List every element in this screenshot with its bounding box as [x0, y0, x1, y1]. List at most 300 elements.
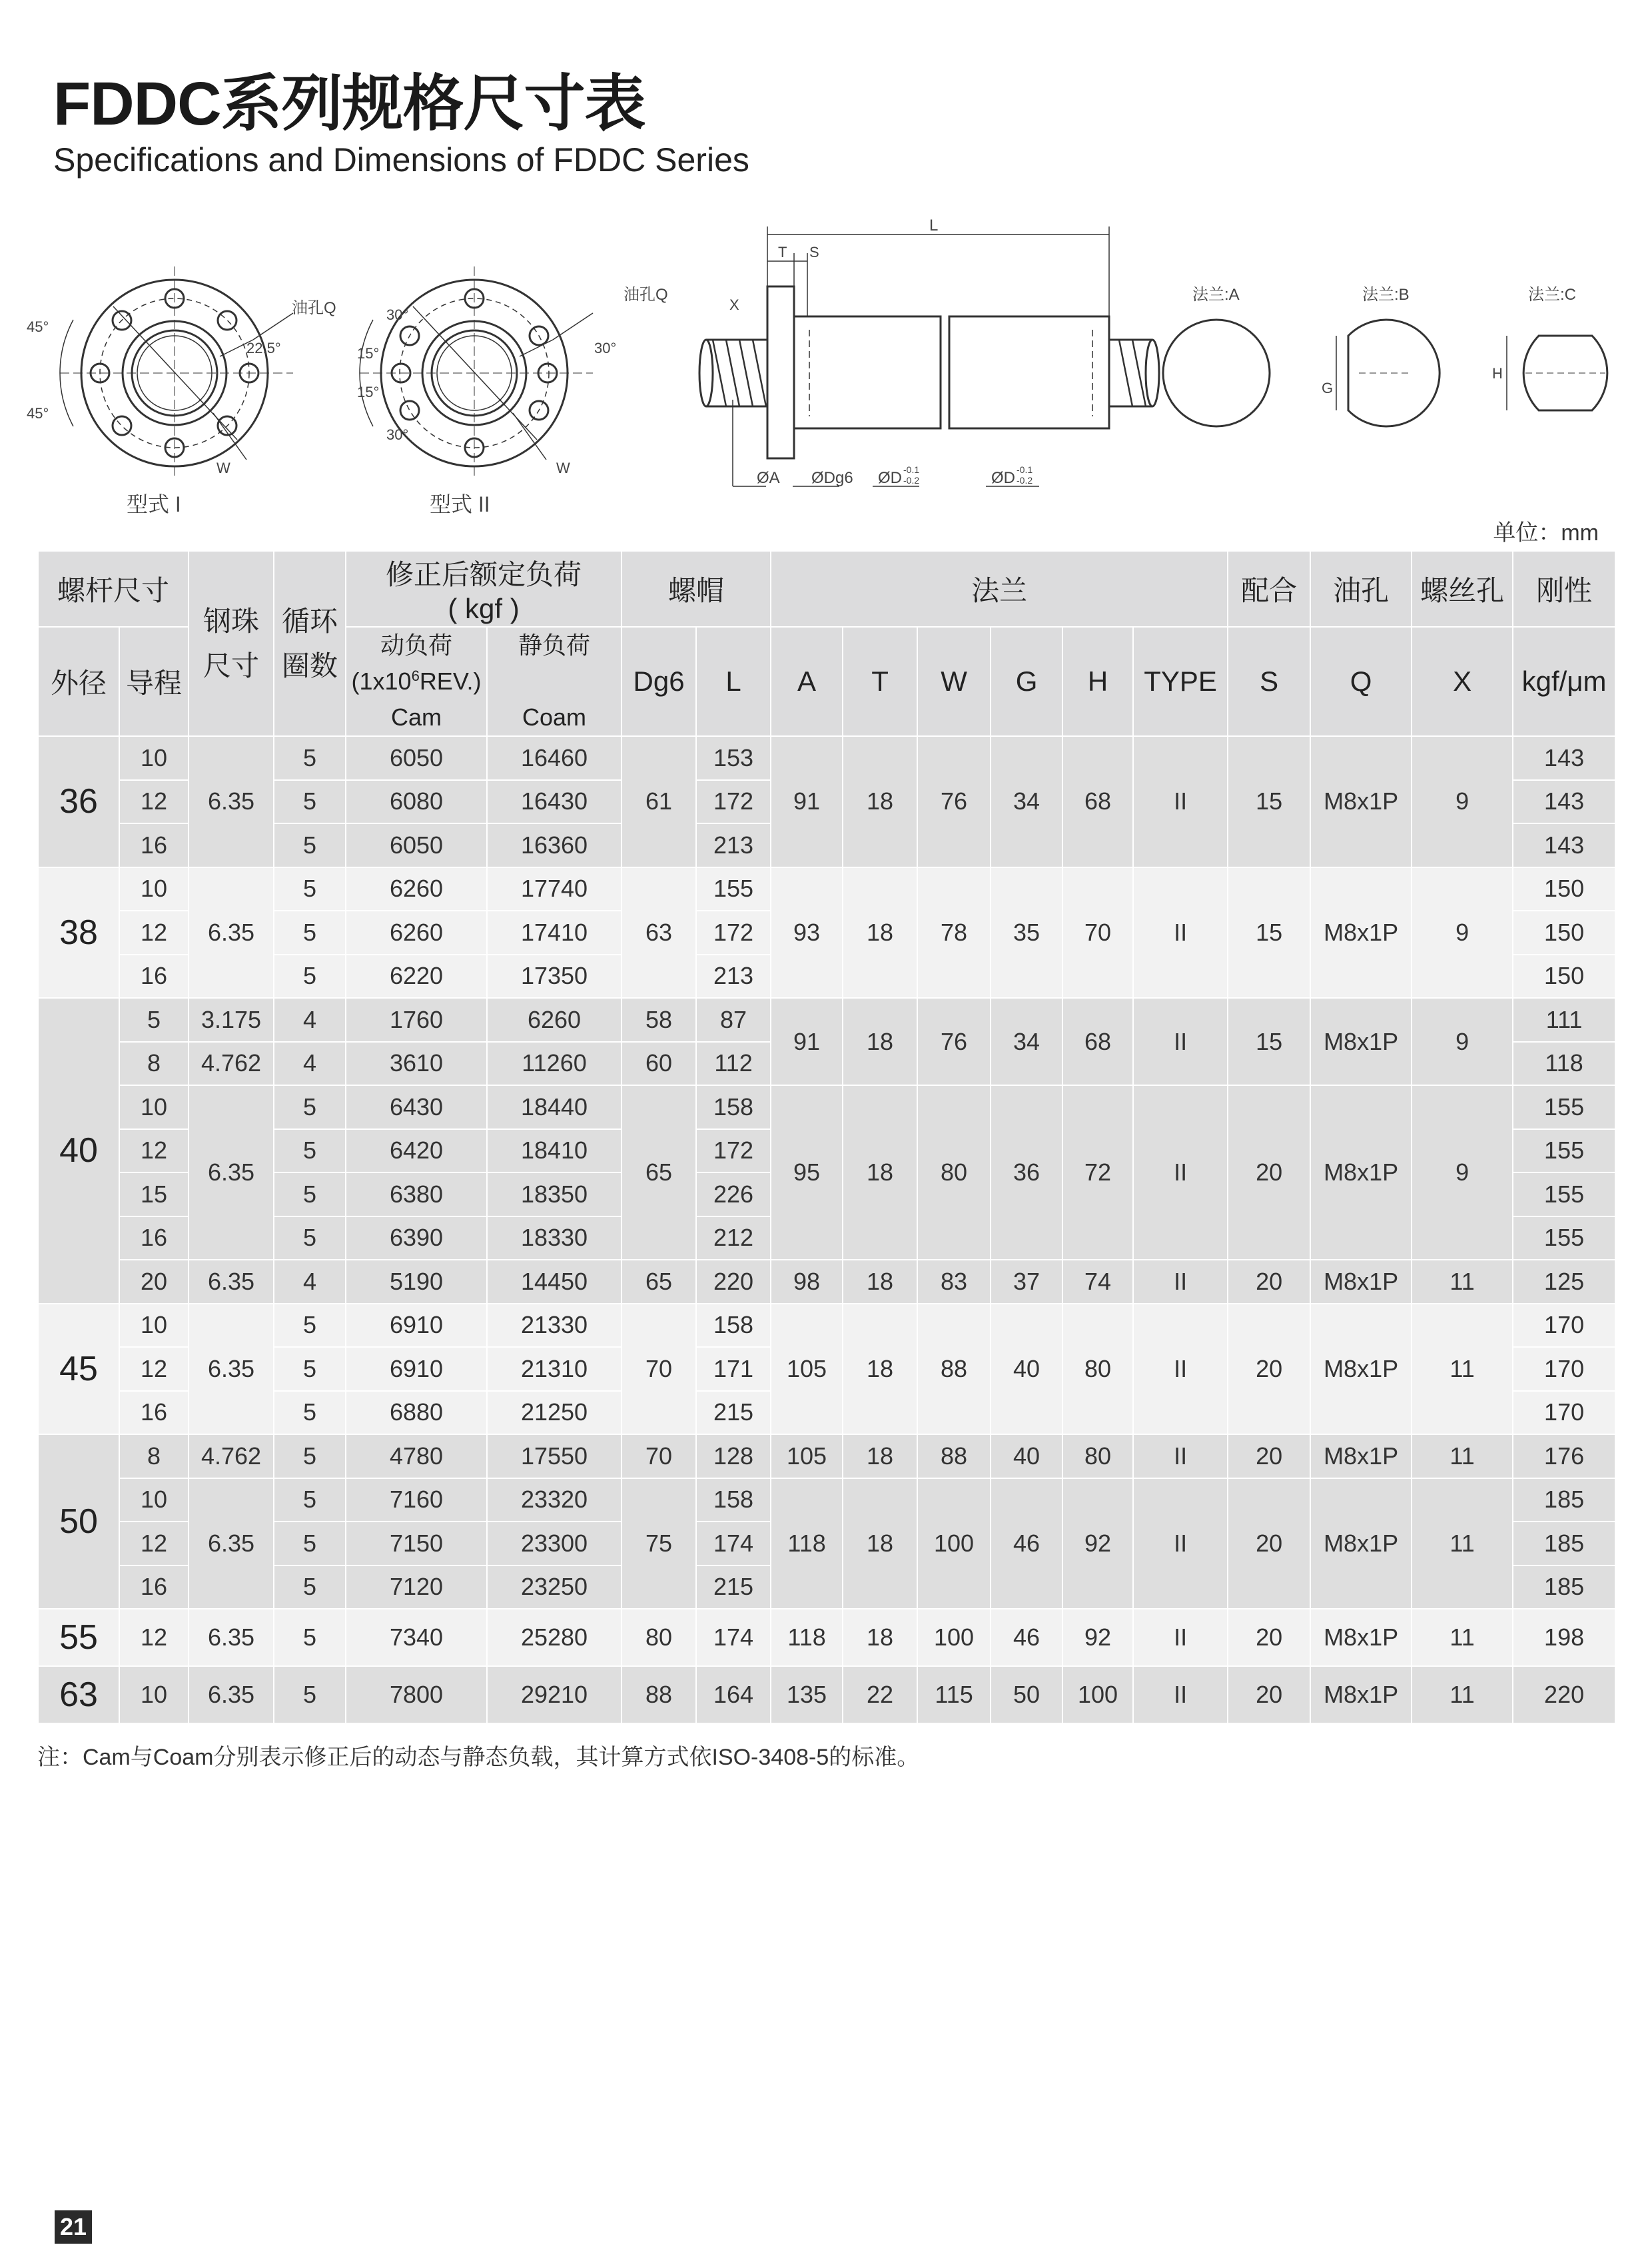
cell-rigidity: 170: [1513, 1347, 1615, 1391]
cell-turns: 5: [274, 955, 346, 999]
cell-l: 226: [696, 1172, 771, 1216]
cell-coam: 18410: [487, 1129, 621, 1173]
header-oil: 油孔: [1310, 551, 1412, 627]
group-63: [38, 1666, 1615, 1723]
cell-ball: 6.35: [189, 1666, 274, 1723]
cell-l: 158: [696, 1304, 771, 1348]
cell-l: 172: [696, 780, 771, 824]
cell-l: 215: [696, 1566, 771, 1609]
cell-t: 18: [843, 1085, 917, 1260]
dim-D2-tol-top: -0.1: [1017, 464, 1033, 475]
cell-turns: 5: [274, 823, 346, 867]
header-stat: 静负荷 Coam: [487, 627, 621, 736]
cell-cam: 6050: [346, 736, 487, 780]
header-screw-hole: 螺丝孔: [1412, 551, 1513, 627]
cell-h: 80: [1062, 1304, 1133, 1435]
cell-x: 9: [1412, 1085, 1513, 1260]
cell-g: 40: [991, 1304, 1062, 1435]
dim-D1-tol-bottom: -0.2: [903, 475, 920, 486]
cell-coam: 21310: [487, 1347, 621, 1391]
cell-turns: 5: [274, 1666, 346, 1723]
cell-lead: 12: [119, 1522, 189, 1566]
cell-ball: 4.762: [189, 1042, 274, 1086]
cell-lead: 10: [119, 1478, 189, 1522]
dim-D1-label: ØD: [878, 469, 902, 487]
cell-ball: 6.35: [189, 736, 274, 867]
flange-H-label: H: [1492, 365, 1503, 382]
cell-ball: 6.35: [189, 1609, 274, 1666]
header-g: G: [991, 627, 1062, 736]
cell-g: 46: [991, 1609, 1062, 1666]
cell-lead: 12: [119, 1609, 189, 1666]
cell-cam: 6420: [346, 1129, 487, 1173]
cell-lead: 10: [119, 736, 189, 780]
header-lead: 导程: [119, 627, 189, 736]
cell-x: 11: [1412, 1304, 1513, 1435]
cell-lead: 16: [119, 1566, 189, 1609]
cell-type: II: [1133, 867, 1228, 999]
cell-dg6: 61: [621, 736, 696, 867]
cell-coam: 17350: [487, 955, 621, 999]
cell-rigidity: 143: [1513, 823, 1615, 867]
header-ball: 钢珠尺寸: [189, 551, 274, 736]
cell-l: 158: [696, 1478, 771, 1522]
cell-type: II: [1133, 1666, 1228, 1723]
header-load: 修正后额定负荷 ( kgf ): [346, 551, 621, 627]
cell-q: M8x1P: [1310, 1478, 1412, 1609]
cell-coam: 18440: [487, 1085, 621, 1129]
type1-oil-hole-label: 油孔Q: [292, 299, 336, 317]
cell-a: 105: [771, 1304, 843, 1435]
cell-lead: 12: [119, 780, 189, 824]
flange-G-label: G: [1322, 380, 1334, 396]
cell-h: 72: [1062, 1085, 1133, 1260]
cell-w: 83: [917, 1260, 991, 1304]
cell-g: 50: [991, 1666, 1062, 1723]
cell-turns: 5: [274, 1609, 346, 1666]
table-row: [38, 1304, 1615, 1348]
cell-t: 22: [843, 1666, 917, 1723]
header-nut: 螺帽: [621, 551, 771, 627]
header-l: L: [696, 627, 771, 736]
cell-turns: 5: [274, 1522, 346, 1566]
cell-q: M8x1P: [1310, 736, 1412, 867]
flange-shapes: [1163, 320, 1607, 426]
cell-turns: 5: [274, 780, 346, 824]
header-w: W: [917, 627, 991, 736]
cell-lead: 10: [119, 1085, 189, 1129]
table-row: [38, 1434, 1615, 1478]
table-row: [38, 1666, 1615, 1723]
type1-w-label: W: [216, 460, 230, 476]
cell-l: 172: [696, 911, 771, 955]
cell-q: M8x1P: [1310, 1609, 1412, 1666]
cell-cam: 4780: [346, 1434, 487, 1478]
cell-x: 9: [1412, 998, 1513, 1085]
cell-x: 11: [1412, 1260, 1513, 1304]
cell-od: 40: [38, 998, 119, 1304]
cell-rigidity: 155: [1513, 1172, 1615, 1216]
cell-q: M8x1P: [1310, 1085, 1412, 1260]
cell-q: M8x1P: [1310, 867, 1412, 999]
cell-lead: 12: [119, 1129, 189, 1173]
cell-rigidity: 155: [1513, 1129, 1615, 1173]
cell-cam: 1760: [346, 998, 487, 1042]
cell-rigidity: 185: [1513, 1522, 1615, 1566]
cell-turns: 5: [274, 1478, 346, 1522]
cell-l: 87: [696, 998, 771, 1042]
cell-type: II: [1133, 998, 1228, 1085]
cell-s: 20: [1228, 1434, 1310, 1478]
cell-turns: 5: [274, 1391, 346, 1435]
cell-t: 18: [843, 1478, 917, 1609]
cell-a: 93: [771, 867, 843, 999]
group-38: [38, 867, 1615, 999]
cell-type: II: [1133, 1609, 1228, 1666]
dim-A-label: ØA: [757, 469, 780, 487]
cell-h: 80: [1062, 1434, 1133, 1478]
header-x: X: [1412, 627, 1513, 736]
cell-g: 40: [991, 1434, 1062, 1478]
cell-w: 100: [917, 1478, 991, 1609]
header-rig-unit: kgf/μm: [1513, 627, 1615, 736]
cell-t: 18: [843, 1434, 917, 1478]
page-subtitle: Specifications and Dimensions of FDDC Series: [53, 141, 749, 179]
dim-D1-tol-top: -0.1: [903, 464, 920, 475]
cell-type: II: [1133, 1434, 1228, 1478]
cell-l: 213: [696, 955, 771, 999]
cell-coam: 21330: [487, 1304, 621, 1348]
table-row: [38, 867, 1615, 911]
table-row: [38, 736, 1615, 780]
cell-l: 174: [696, 1522, 771, 1566]
cell-type: II: [1133, 1304, 1228, 1435]
cell-s: 20: [1228, 1304, 1310, 1435]
cell-coam: 18330: [487, 1216, 621, 1260]
cell-dg6: 60: [621, 1042, 696, 1086]
cell-lead: 5: [119, 998, 189, 1042]
dim-Dg6-label: ØDg6: [811, 469, 853, 487]
technical-drawings: [27, 213, 1625, 526]
table-row: [38, 1609, 1615, 1666]
cell-turns: 4: [274, 1042, 346, 1086]
cell-s: 15: [1228, 998, 1310, 1085]
cell-ball: 4.762: [189, 1434, 274, 1478]
footnote: 注：Cam与Coam分别表示修正后的动态与静态负载，其计算方式依ISO-3408-5的标准。: [37, 1745, 920, 1770]
cell-type: II: [1133, 1085, 1228, 1260]
side-L-label: L: [929, 217, 939, 234]
cell-od: 50: [38, 1434, 119, 1609]
header-od: 外径: [38, 627, 119, 736]
cell-lead: 12: [119, 911, 189, 955]
cell-ball: 6.35: [189, 1478, 274, 1609]
cell-rigidity: 150: [1513, 955, 1615, 999]
header-type: TYPE: [1133, 627, 1228, 736]
header-t: T: [843, 627, 917, 736]
cell-rigidity: 185: [1513, 1478, 1615, 1522]
type2-angle-5: 30°: [594, 340, 617, 356]
cell-coam: 16460: [487, 736, 621, 780]
cell-w: 88: [917, 1434, 991, 1478]
cell-lead: 16: [119, 1391, 189, 1435]
header-screw-size: 螺杆尺寸: [38, 551, 189, 627]
cell-dg6: 70: [621, 1434, 696, 1478]
cell-cam: 6080: [346, 780, 487, 824]
cell-l: 174: [696, 1609, 771, 1666]
cell-l: 171: [696, 1347, 771, 1391]
dim-D2-label: ØD: [991, 469, 1015, 487]
cell-cam: 7340: [346, 1609, 487, 1666]
cell-t: 18: [843, 1304, 917, 1435]
cell-lead: 16: [119, 1216, 189, 1260]
cell-l: 212: [696, 1216, 771, 1260]
cell-turns: 5: [274, 1216, 346, 1260]
cell-rigidity: 185: [1513, 1566, 1615, 1609]
type2-angle-4: 30°: [386, 426, 409, 443]
type1-angle-bottom: 45°: [27, 405, 49, 422]
cell-x: 11: [1412, 1478, 1513, 1609]
cell-dg6: 63: [621, 867, 696, 999]
spec-table: [37, 550, 1616, 1724]
cell-turns: 5: [274, 1304, 346, 1348]
cell-ball: 6.35: [189, 1085, 274, 1260]
cell-dg6: 80: [621, 1609, 696, 1666]
cell-cam: 3610: [346, 1042, 487, 1086]
cell-g: 36: [991, 1085, 1062, 1260]
cell-cam: 6910: [346, 1347, 487, 1391]
cell-type: II: [1133, 1260, 1228, 1304]
cell-rigidity: 155: [1513, 1085, 1615, 1129]
type2-label: 型式 II: [430, 492, 490, 516]
cell-dg6: 65: [621, 1085, 696, 1260]
cell-od: 36: [38, 736, 119, 867]
cell-dg6: 75: [621, 1478, 696, 1609]
cell-h: 74: [1062, 1260, 1133, 1304]
cell-l: 220: [696, 1260, 771, 1304]
cell-s: 20: [1228, 1609, 1310, 1666]
cell-w: 115: [917, 1666, 991, 1723]
header-s: S: [1228, 627, 1310, 736]
cell-t: 18: [843, 998, 917, 1085]
cell-h: 92: [1062, 1478, 1133, 1609]
cell-lead: 10: [119, 1304, 189, 1348]
cell-ball: 6.35: [189, 1304, 274, 1435]
cell-l: 213: [696, 823, 771, 867]
cell-lead: 12: [119, 1347, 189, 1391]
cell-cam: 7160: [346, 1478, 487, 1522]
cell-od: 38: [38, 867, 119, 999]
cell-dg6: 70: [621, 1304, 696, 1435]
unit-label: 单位：mm: [1493, 520, 1599, 546]
cell-rigidity: 150: [1513, 911, 1615, 955]
cell-coam: 25280: [487, 1609, 621, 1666]
page-number: 21: [55, 2210, 92, 2244]
table-row: [38, 1478, 1615, 1522]
cell-cam: 6220: [346, 955, 487, 999]
header-dyn: 动负荷 $(1x10^6REV.)$ Cam: [346, 627, 487, 736]
flange-c-label: 法兰:C: [1528, 286, 1576, 304]
cell-lead: 16: [119, 823, 189, 867]
cell-coam: 29210: [487, 1666, 621, 1723]
cell-s: 20: [1228, 1666, 1310, 1723]
cell-a: 98: [771, 1260, 843, 1304]
cell-od: 45: [38, 1304, 119, 1435]
cell-q: M8x1P: [1310, 998, 1412, 1085]
cell-l: 215: [696, 1391, 771, 1435]
cell-cam: 6260: [346, 867, 487, 911]
type2-oil-hole-label: 油孔Q: [623, 286, 668, 304]
cell-a: 95: [771, 1085, 843, 1260]
cell-q: M8x1P: [1310, 1304, 1412, 1435]
cell-w: 100: [917, 1609, 991, 1666]
cell-dg6: 58: [621, 998, 696, 1042]
cell-turns: 5: [274, 911, 346, 955]
cell-coam: 14450: [487, 1260, 621, 1304]
type2-angle-3: 15°: [357, 384, 380, 400]
cell-rigidity: 118: [1513, 1042, 1615, 1086]
header-circuit: 循环圈数: [274, 551, 346, 736]
cell-turns: 5: [274, 736, 346, 780]
cell-s: 20: [1228, 1085, 1310, 1260]
cell-turns: 5: [274, 1085, 346, 1129]
cell-turns: 4: [274, 998, 346, 1042]
cell-rigidity: 125: [1513, 1260, 1615, 1304]
group-36: [38, 736, 1615, 867]
cell-coam: 18350: [487, 1172, 621, 1216]
cell-g: 35: [991, 867, 1062, 999]
table-row: [38, 1260, 1615, 1304]
cell-h: 92: [1062, 1609, 1133, 1666]
cell-t: 18: [843, 1260, 917, 1304]
cell-l: 158: [696, 1085, 771, 1129]
cell-q: M8x1P: [1310, 1434, 1412, 1478]
group-40: [38, 998, 1615, 1304]
cell-w: 76: [917, 998, 991, 1085]
side-view-drawing: [699, 226, 1159, 486]
cell-lead: 16: [119, 955, 189, 999]
cell-cam: 6910: [346, 1304, 487, 1348]
header-a: A: [771, 627, 843, 736]
group-55: [38, 1609, 1615, 1666]
cell-rigidity: 155: [1513, 1216, 1615, 1260]
cell-x: 9: [1412, 867, 1513, 999]
type2-angle-2: 15°: [357, 345, 380, 362]
cell-g: 34: [991, 998, 1062, 1085]
group-50: [38, 1434, 1615, 1609]
flange-b-label: 法兰:B: [1362, 286, 1410, 304]
cell-dg6: 65: [621, 1260, 696, 1304]
type2-w-label: W: [556, 460, 570, 476]
cell-type: II: [1133, 736, 1228, 867]
cell-coam: 6260: [487, 998, 621, 1042]
cell-turns: 5: [274, 1129, 346, 1173]
cell-lead: 15: [119, 1172, 189, 1216]
flange-type2-drawing: [360, 266, 593, 480]
cell-ball: 6.35: [189, 1260, 274, 1304]
type1-angle-top: 45°: [27, 318, 49, 335]
cell-l: 164: [696, 1666, 771, 1723]
cell-coam: 21250: [487, 1391, 621, 1435]
cell-s: 20: [1228, 1478, 1310, 1609]
cell-w: 88: [917, 1304, 991, 1435]
cell-cam: 5190: [346, 1260, 487, 1304]
cell-x: 11: [1412, 1434, 1513, 1478]
cell-rigidity: 220: [1513, 1666, 1615, 1723]
cell-g: 46: [991, 1478, 1062, 1609]
cell-a: 91: [771, 736, 843, 867]
cell-rigidity: 170: [1513, 1304, 1615, 1348]
cell-w: 78: [917, 867, 991, 999]
table-row: [38, 998, 1615, 1042]
cell-turns: 5: [274, 1347, 346, 1391]
cell-cam: 7150: [346, 1522, 487, 1566]
cell-a: 135: [771, 1666, 843, 1723]
cell-coam: 17550: [487, 1434, 621, 1478]
cell-lead: 8: [119, 1042, 189, 1086]
cell-rigidity: 143: [1513, 780, 1615, 824]
cell-rigidity: 170: [1513, 1391, 1615, 1435]
cell-l: 172: [696, 1129, 771, 1173]
cell-x: 11: [1412, 1666, 1513, 1723]
header-h: H: [1062, 627, 1133, 736]
cell-l: 153: [696, 736, 771, 780]
cell-turns: 5: [274, 867, 346, 911]
cell-coam: 16360: [487, 823, 621, 867]
cell-coam: 17740: [487, 867, 621, 911]
cell-t: 18: [843, 1609, 917, 1666]
cell-x: 11: [1412, 1609, 1513, 1666]
cell-h: 100: [1062, 1666, 1133, 1723]
cell-cam: 6390: [346, 1216, 487, 1260]
header-fit: 配合: [1228, 551, 1310, 627]
cell-a: 91: [771, 998, 843, 1085]
dim-D2-tol-bottom: -0.2: [1017, 475, 1033, 486]
cell-l: 155: [696, 867, 771, 911]
side-T-label: T: [778, 244, 787, 260]
cell-ball: 6.35: [189, 867, 274, 999]
cell-l: 128: [696, 1434, 771, 1478]
header-dg6: Dg6: [621, 627, 696, 736]
cell-l: 112: [696, 1042, 771, 1086]
cell-rigidity: 150: [1513, 867, 1615, 911]
cell-w: 80: [917, 1085, 991, 1260]
type1-angle-small: 22.5°: [246, 340, 281, 356]
cell-lead: 10: [119, 1666, 189, 1723]
cell-coam: 17410: [487, 911, 621, 955]
table-row: [38, 1085, 1615, 1129]
cell-coam: 23320: [487, 1478, 621, 1522]
cell-s: 15: [1228, 736, 1310, 867]
cell-rigidity: 198: [1513, 1609, 1615, 1666]
cell-type: II: [1133, 1478, 1228, 1609]
cell-t: 18: [843, 736, 917, 867]
side-S-label: S: [809, 244, 819, 260]
cell-x: 9: [1412, 736, 1513, 867]
page-title: FDDC系列规格尺寸表: [53, 70, 645, 138]
cell-od: 63: [38, 1666, 119, 1723]
side-X-label: X: [729, 296, 739, 313]
cell-rigidity: 176: [1513, 1434, 1615, 1478]
cell-t: 18: [843, 867, 917, 999]
cell-cam: 6880: [346, 1391, 487, 1435]
cell-dg6: 88: [621, 1666, 696, 1723]
cell-coam: 11260: [487, 1042, 621, 1086]
cell-a: 105: [771, 1434, 843, 1478]
cell-a: 118: [771, 1478, 843, 1609]
header-flange: 法兰: [771, 551, 1228, 627]
cell-g: 37: [991, 1260, 1062, 1304]
cell-h: 68: [1062, 736, 1133, 867]
